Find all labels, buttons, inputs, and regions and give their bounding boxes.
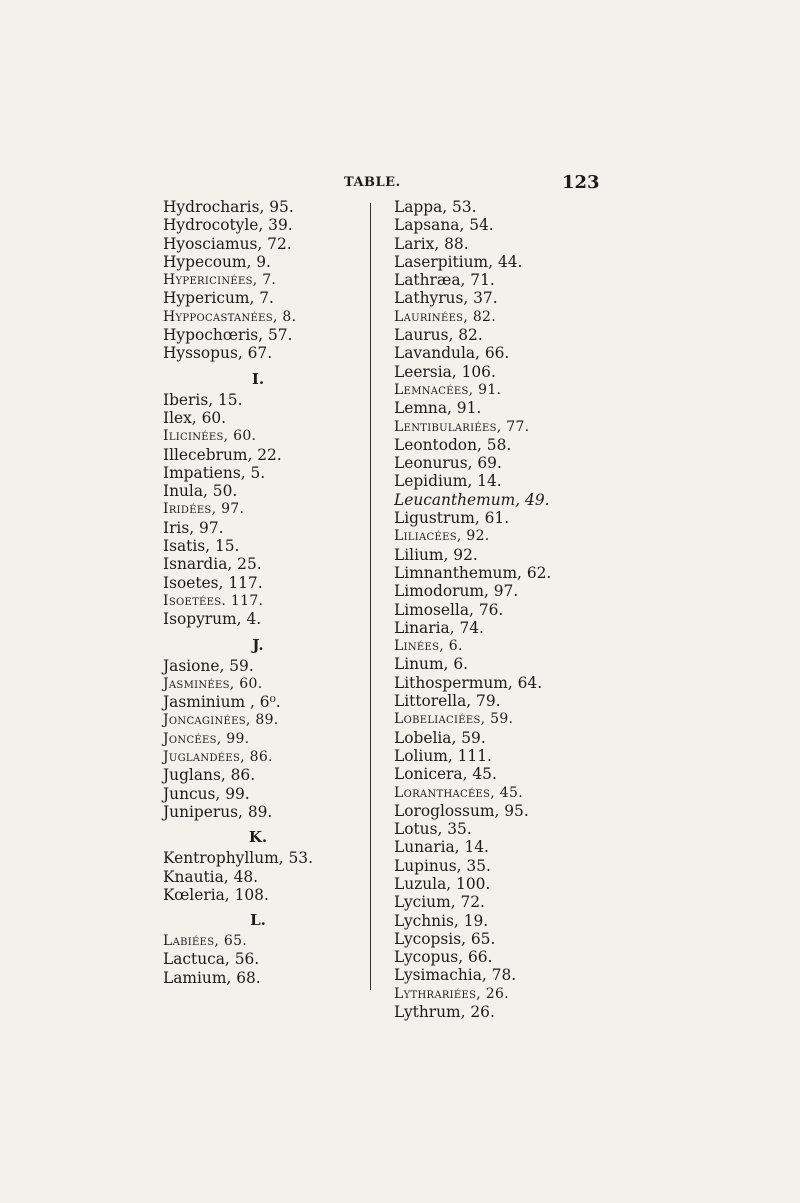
index-entry: Lithospermum, 64. — [394, 673, 543, 692]
index-entry: Iridées, 97. — [163, 501, 245, 518]
page-header-title: TABLE. — [344, 175, 401, 190]
index-entry: Isatis, 15. — [163, 537, 240, 556]
index-entry: Hypecoum, 9. — [163, 252, 271, 271]
index-entry: Juglandées, 86. — [163, 749, 273, 766]
index-entry: Lolium, 111. — [394, 746, 492, 765]
index-entry: Lonicera, 45. — [394, 765, 497, 784]
index-entry: Knautia, 48. — [163, 867, 259, 886]
index-entry: Lycopsis, 65. — [394, 929, 496, 948]
index-entry: Lavandula, 66. — [394, 344, 510, 363]
index-entry: Lythrariées, 26. — [394, 985, 509, 1002]
index-entry: Jasminium , 6⁰. — [163, 693, 281, 712]
section-letter: K. — [248, 828, 268, 847]
index-entry: Liliacées, 92. — [394, 528, 490, 545]
index-entry: Ligustrum, 61. — [394, 509, 510, 528]
index-entry: Isoetées. 117. — [163, 592, 264, 609]
index-entry: Lepidium, 14. — [394, 472, 502, 491]
index-entry: Lobelia, 59. — [394, 728, 486, 747]
index-entry: Illecebrum, 22. — [163, 445, 282, 464]
index-entry: Labiées, 65. — [163, 933, 248, 950]
index-entry: Impatiens, 5. — [163, 463, 266, 482]
index-entry: Lythrum, 26. — [394, 1003, 495, 1022]
index-entry: Lapsana, 54. — [394, 216, 494, 235]
index-entry: Kœleria, 108. — [163, 885, 269, 904]
index-entry: Lemnacées, 91. — [394, 381, 502, 398]
index-entry: Leersia, 106. — [394, 362, 496, 381]
index-entry: Hyosciamus, 72. — [163, 234, 292, 253]
index-entry: Hypericinées, 7. — [163, 272, 277, 289]
index-entry: Lathræa, 71. — [394, 271, 495, 290]
index-entry: Joncées, 99. — [163, 730, 250, 747]
section-letter: I. — [251, 369, 265, 388]
index-entry: Lathyrus, 37. — [394, 289, 498, 308]
index-entry: Lysimachia, 78. — [394, 966, 517, 985]
section-letter: J. — [252, 635, 264, 654]
index-entry: Hyssopus, 67. — [163, 344, 273, 363]
index-entry: Juglans, 86. — [163, 766, 256, 785]
index-entry: Hydrocharis, 95. — [163, 198, 294, 216]
index-entry: Leucanthemum, 49. — [394, 490, 550, 509]
index-entry: Leontodon, 58. — [394, 435, 512, 454]
index-entry: Isoetes, 117. — [163, 573, 263, 592]
index-entry: Limosella, 76. — [394, 600, 504, 619]
index-entry: Isopyrum, 4. — [163, 610, 262, 629]
index-entry: Linaria, 74. — [394, 618, 484, 637]
index-entry: Lappa, 53. — [394, 198, 477, 216]
index-entry: Laurus, 82. — [394, 326, 483, 345]
index-entry: Linum, 6. — [394, 655, 469, 674]
column-divider — [370, 203, 371, 990]
index-entry: Laurinées, 82. — [394, 308, 496, 325]
index-column-right — [394, 198, 594, 1021]
index-entry: Loranthacées, 45. — [394, 784, 523, 801]
index-entry: Lentibulariées, 77. — [394, 418, 530, 435]
index-entry: Leonurus, 69. — [394, 454, 502, 473]
index-entry: Limnanthemum, 62. — [394, 563, 552, 582]
index-entry: Hydrocotyle, 39. — [163, 216, 293, 235]
index-entry: Ilex, 60. — [163, 408, 227, 427]
index-entry: Lemna, 91. — [394, 399, 482, 418]
index-entry: Juniperus, 89. — [163, 802, 273, 821]
index-entry: Juncus, 99. — [163, 784, 250, 803]
index-entry: Lychnis, 19. — [394, 911, 489, 930]
index-entry: Littorella, 79. — [394, 692, 501, 711]
index-entry: Lactuca, 56. — [163, 950, 260, 969]
index-entry: Lotus, 35. — [394, 820, 472, 839]
index-entry: Lobeliaciées, 59. — [394, 711, 514, 728]
index-entry: Isnardia, 25. — [163, 555, 262, 574]
index-entry: Luzula, 100. — [394, 874, 491, 893]
index-entry: Hypochœris, 57. — [163, 326, 293, 345]
index-entry: Lycium, 72. — [394, 893, 485, 912]
index-entry: Inula, 50. — [163, 482, 238, 501]
index-entry: Joncaginées, 89. — [163, 712, 279, 729]
page-number: 123 — [562, 172, 600, 193]
index-entry: Jasione, 59. — [163, 656, 254, 675]
section-letter: L. — [250, 911, 266, 930]
index-entry: Ilicinées, 60. — [163, 428, 257, 445]
index-column-left — [163, 198, 363, 987]
index-entry: Limodorum, 97. — [394, 582, 519, 601]
index-entry: Loroglossum, 95. — [394, 801, 529, 820]
index-entry: Kentrophyllum, 53. — [163, 849, 313, 868]
index-entry: Iris, 97. — [163, 518, 224, 537]
index-entry: Lupinus, 35. — [394, 856, 491, 875]
index-entry: Hyppocastanées, 8. — [163, 308, 297, 325]
index-entry: Linées, 6. — [394, 638, 463, 655]
index-entry: Laserpitium, 44. — [394, 252, 523, 271]
index-entry: Lunaria, 14. — [394, 838, 489, 857]
index-entry: Jasminées, 60. — [163, 675, 263, 692]
index-entry: Lamium, 68. — [163, 968, 261, 987]
index-entry: Larix, 88. — [394, 234, 469, 253]
index-entry: Lycopus, 66. — [394, 948, 493, 967]
index-entry: Iberis, 15. — [163, 390, 243, 409]
index-entry: Lilium, 92. — [394, 545, 478, 564]
index-entry: Hypericum, 7. — [163, 289, 274, 308]
